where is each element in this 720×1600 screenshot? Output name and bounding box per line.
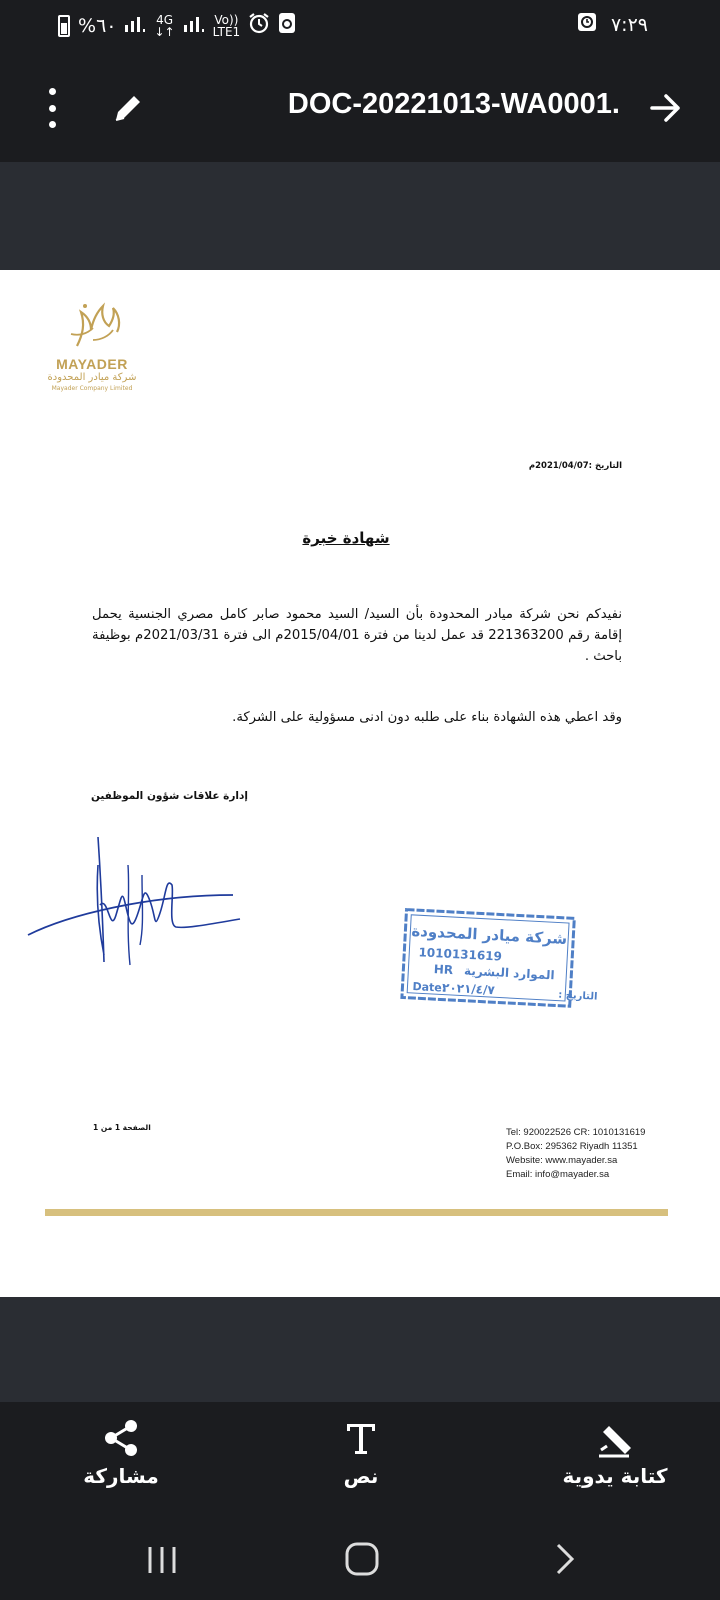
volte-indicator [213, 14, 241, 38]
contact-pobox: P.O.Box: 295362 Riyadh 11351 [506, 1141, 638, 1152]
certificate-paragraph-1: نفيدكم نحن شركة ميادر المحدودة بأن السيد/ السيد محمود صابر كامل مصري الجنسية يحمل إقامة رقم 221363200 قد عمل لدينا من فترة 2015/04/01م الى فترة 2021/03/31م بوظيفة باحث . [92, 607, 622, 664]
stamp-date-value: ٢٠٢١/٤/٧ [441, 980, 496, 998]
footer-gold-bar [45, 1209, 668, 1216]
contact-tel: Tel: 920022526 CR: 1010131619 [506, 1127, 646, 1138]
back-icon[interactable] [534, 1537, 594, 1581]
network-4g-label: 4G [156, 12, 173, 27]
navigation-bar [0, 1515, 720, 1600]
handwriting-icon [595, 1418, 635, 1458]
share-icon [101, 1418, 141, 1458]
battery-level: %٦٠ [78, 14, 117, 37]
document-date: التاريخ :2021/04/07م [528, 461, 622, 471]
recycle-app-icon [278, 12, 296, 39]
stamp-number: 1010131619 [418, 945, 503, 964]
certificate-title-wrap [0, 528, 720, 547]
contact-website: Website: www.mayader.sa [506, 1155, 618, 1166]
contact-info [506, 1126, 645, 1182]
stamp-dept: الموارد البشرية [463, 963, 555, 983]
stamp-date-ar: التاريخ : [557, 989, 598, 1003]
bottom-toolbar [0, 1402, 720, 1515]
handwritten-signature [28, 835, 243, 970]
signal-icon [124, 13, 146, 38]
stamp-company: شركة ميادر المحدودة [410, 921, 568, 948]
network-type: 4G ↓↑ [154, 12, 175, 39]
arrow-forward-icon[interactable] [644, 86, 688, 130]
document-page[interactable] [0, 270, 720, 1297]
status-right [577, 12, 648, 37]
logo-brand-en: MAYADER [56, 356, 128, 372]
handwriting-button[interactable] [530, 1418, 700, 1504]
pencil-icon[interactable] [106, 86, 150, 130]
company-logo [42, 296, 142, 393]
alarm-icon [248, 12, 270, 39]
signatory-department: إدارة علاقات شؤون الموظفين [90, 790, 248, 802]
lte-label: LTE1 [212, 24, 241, 39]
document-title: DOC-20221013-WA0001. [287, 88, 620, 120]
status-left [58, 12, 296, 39]
text-icon [341, 1418, 381, 1458]
logo-brand-ar: شركة ميادر المحدودة [47, 372, 137, 383]
page-number: الصفحة 1 من 1 [93, 1123, 151, 1132]
document-viewer[interactable] [0, 162, 720, 1402]
battery-icon [58, 15, 70, 37]
handwriting-label: كتابة يدوية [562, 1464, 668, 1488]
mayader-logo-icon [57, 296, 127, 352]
text-label: نص [343, 1464, 379, 1488]
stamp-date-label: Date: [412, 979, 447, 995]
screen-recorder-icon [577, 12, 597, 37]
logo-brand-sub: Mayader Company Limited [51, 385, 133, 392]
stamp-hr: HR [433, 962, 454, 978]
volte-label: Vo)) [214, 12, 239, 27]
app-bar [0, 52, 720, 162]
status-bar [0, 0, 720, 52]
recent-apps-icon[interactable] [132, 1537, 192, 1581]
contact-email: Email: info@mayader.sa [506, 1169, 610, 1180]
certificate-title: شهادة خبرة [302, 529, 390, 547]
signal-icon-2 [183, 13, 205, 38]
share-label: مشاركة [83, 1464, 159, 1488]
certificate-paragraph-2: وقد اعطي هذه الشهادة بناء على طلبه دون ادنى مسؤولية على الشركة. [232, 710, 622, 725]
more-vert-icon[interactable] [42, 88, 62, 128]
home-icon[interactable] [332, 1537, 392, 1581]
company-stamp [400, 910, 598, 1010]
clock-time: ٧:٢٩ [610, 13, 648, 36]
text-button[interactable] [276, 1418, 446, 1504]
share-button[interactable] [36, 1418, 206, 1504]
